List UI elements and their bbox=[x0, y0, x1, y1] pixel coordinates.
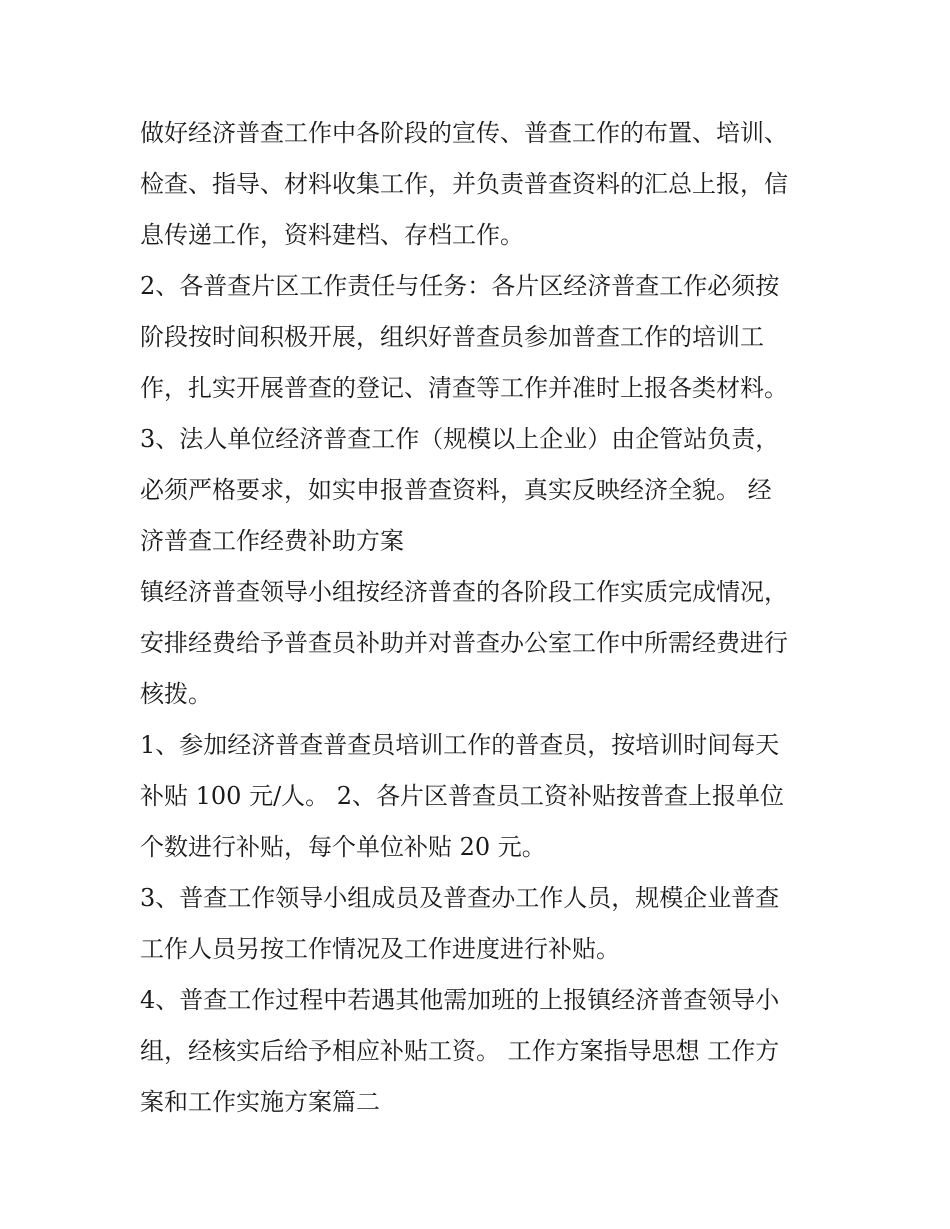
text-line: 2、各普查片区工作责任与任务：各片区经济普查工作必须按 bbox=[140, 272, 780, 300]
text-line: 做好经济普查工作中各阶段的宣传、普查工作的布置、培训、 bbox=[140, 119, 788, 147]
text-line: 济普查工作经费补助方案 bbox=[140, 527, 404, 555]
text-line: 4、普查工作过程中若遇其他需加班的上报镇经济普查领导小 bbox=[140, 986, 780, 1014]
document-body bbox=[140, 108, 830, 1128]
text-line: 安排经费给予普查员补助并对普查办公室工作中所需经费进行 bbox=[140, 629, 788, 657]
text-line: 3、法人单位经济普查工作（规模以上企业）由企管站负责， bbox=[140, 425, 780, 453]
text-line: 工作人员另按工作情况及工作进度进行补贴。 bbox=[140, 935, 620, 963]
text-line: 检查、指导、材料收集工作，并负责普查资料的汇总上报，信 bbox=[140, 170, 788, 198]
text-line: 1、参加经济普查普查员培训工作的普查员，按培训时间每天 bbox=[140, 731, 780, 759]
text-line: 阶段按时间积极开展，组织好普查员参加普查工作的培训工 bbox=[140, 323, 764, 351]
text-line: 3、普查工作领导小组成员及普查办工作人员，规模企业普查 bbox=[140, 884, 780, 912]
text-line: 必须严格要求，如实申报普查资料，真实反映经济全貌。 经 bbox=[140, 476, 772, 504]
text-line: 核拨。 bbox=[140, 680, 212, 708]
text-line: 镇经济普查领导小组按经济普查的各阶段工作实质完成情况， bbox=[140, 578, 788, 606]
text-line: 息传递工作，资料建档、存档工作。 bbox=[140, 221, 524, 249]
text-line: 案和工作实施方案篇二 bbox=[140, 1088, 380, 1116]
text-line: 个数进行补贴，每个单位补贴 20 元。 bbox=[140, 833, 546, 861]
text-line: 作，扎实开展普查的登记、清查等工作并准时上报各类材料。 bbox=[140, 374, 788, 402]
text-line: 组，经核实后给予相应补贴工资。 工作方案指导思想 工作方 bbox=[140, 1037, 780, 1065]
text-line: 补贴 100 元/人。 2、各片区普查员工资补贴按普查上报单位 bbox=[140, 782, 785, 810]
